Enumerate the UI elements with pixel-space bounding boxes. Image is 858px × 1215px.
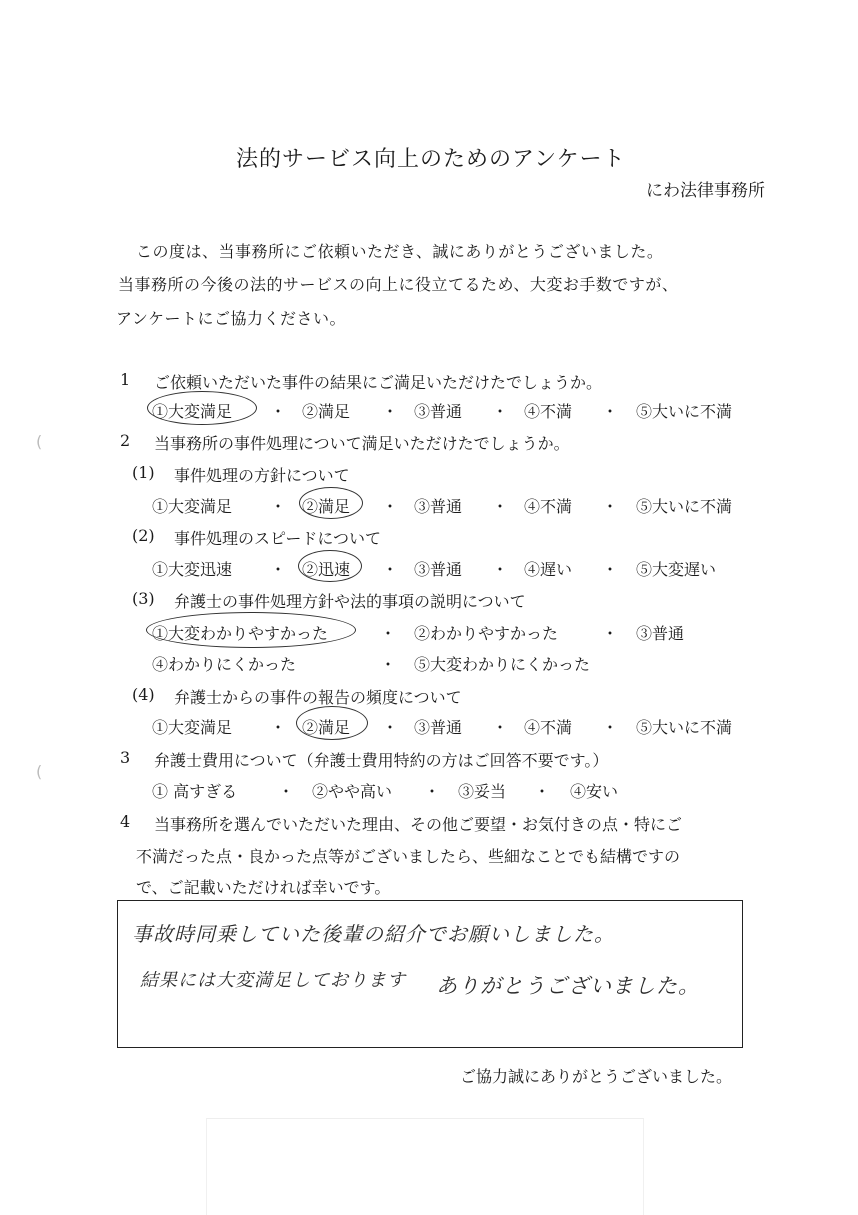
q2-1-option-1[interactable]: ①大変満足: [152, 497, 233, 516]
q1-selection-circle: [147, 391, 257, 425]
q2-4-separator: ・: [270, 718, 287, 737]
q2-sub1-text: 事件処理の方針について: [174, 466, 350, 485]
q2-3-option-1[interactable]: ①大変わかりやすかった: [152, 624, 329, 643]
q2-1-separator: ・: [270, 497, 287, 516]
q1-option-4[interactable]: ④不満: [524, 402, 573, 421]
q2-sub2-text: 事件処理のスピードについて: [174, 529, 382, 548]
q3-option-2[interactable]: ②やや高い: [312, 782, 393, 801]
intro-line-2: 当事務所の今後の法的サービスの向上に役立てるため、大変お手数ですが、: [118, 275, 679, 294]
page-title: 法的サービス向上のためのアンケート: [236, 147, 626, 172]
q3-separator: ・: [534, 782, 551, 801]
q2-4-option-1[interactable]: ①大変満足: [152, 718, 233, 737]
q2-2-selection-circle: [298, 550, 362, 582]
q2-2-option-2[interactable]: ②迅速: [302, 560, 351, 579]
q1-separator: ・: [602, 402, 619, 421]
q2-sub3-label: (3): [132, 589, 155, 608]
office-name: にわ法律事務所: [646, 181, 765, 201]
q2-1-option-5[interactable]: ⑤大いに不満: [636, 497, 733, 516]
q2-1-selection-circle: [299, 487, 363, 519]
q2-2-separator: ・: [492, 560, 509, 579]
q2-4-option-4[interactable]: ④不満: [524, 718, 573, 737]
q2-3-separator: ・: [380, 624, 397, 643]
q1-separator: ・: [492, 402, 509, 421]
q2-1-separator: ・: [602, 497, 619, 516]
q3-option-1[interactable]: ① 高すぎる: [152, 782, 238, 801]
question-1-text: ご依頼いただいた事件の結果にご満足いただけたでしょうか。: [154, 373, 603, 392]
q2-4-separator: ・: [492, 718, 509, 737]
q1-option-1[interactable]: ①大変満足: [152, 402, 233, 421]
q2-1-option-2[interactable]: ②満足: [302, 497, 351, 516]
question-2-text: 当事務所の事件処理について満足いただけたでしょうか。: [154, 434, 570, 453]
q2-2-option-1[interactable]: ①大変迅速: [152, 560, 233, 579]
handwritten-answer-line-2a: 結果には大変満足しております: [140, 970, 406, 991]
q2-2-option-3[interactable]: ③普通: [414, 560, 463, 579]
q2-sub1-label: (1): [132, 463, 155, 482]
q2-3-option-3[interactable]: ③普通: [636, 624, 685, 643]
q2-3-separator: ・: [380, 655, 397, 674]
question-3-text: 弁護士費用について（弁護士費用特約の方はご回答不要です。）: [154, 751, 609, 770]
q2-sub3-text: 弁護士の事件処理方針や法的事項の説明について: [174, 592, 526, 611]
q2-1-separator: ・: [492, 497, 509, 516]
q1-separator: ・: [270, 402, 287, 421]
q2-2-option-4[interactable]: ④遅い: [524, 560, 573, 579]
q3-option-4[interactable]: ④安い: [570, 782, 619, 801]
q2-sub4-text: 弁護士からの事件の報告の頻度について: [174, 688, 462, 707]
q2-3-option-2[interactable]: ②わかりやすかった: [414, 624, 559, 643]
intro-line-3: アンケートにご協力ください。: [116, 309, 347, 328]
q2-3-option-5[interactable]: ⑤大変わかりにくかった: [414, 655, 591, 674]
q2-3-separator: ・: [602, 624, 619, 643]
punch-hole-mark: (: [36, 432, 43, 451]
q2-4-separator: ・: [602, 718, 619, 737]
q1-option-2[interactable]: ②満足: [302, 402, 351, 421]
q1-option-5[interactable]: ⑤大いに不満: [636, 402, 733, 421]
closing-message: ご協力誠にありがとうございました。: [460, 1067, 733, 1086]
q3-option-3[interactable]: ③妥当: [458, 782, 507, 801]
question-4-line-1: 当事務所を選んでいただいた理由、その他ご要望・お気付きの点・特にご: [154, 815, 683, 834]
q2-2-separator: ・: [602, 560, 619, 579]
q2-4-separator: ・: [382, 718, 399, 737]
handwritten-answer-line-2b: ありがとうございました。: [436, 974, 700, 998]
blank-stamp-area: [206, 1118, 644, 1215]
question-4-line-2: 不満だった点・良かった点等がございましたら、些細なことでも結構ですの: [136, 847, 681, 866]
punch-hole-mark: (: [36, 762, 43, 781]
q3-separator: ・: [278, 782, 295, 801]
q2-2-separator: ・: [382, 560, 399, 579]
question-1-number: 1: [120, 370, 131, 389]
q2-4-option-3[interactable]: ③普通: [414, 718, 463, 737]
q2-sub4-label: (4): [132, 685, 155, 704]
question-4-number: 4: [120, 812, 131, 831]
q2-1-option-3[interactable]: ③普通: [414, 497, 463, 516]
q2-1-option-4[interactable]: ④不満: [524, 497, 573, 516]
question-2-number: 2: [120, 431, 131, 450]
q2-4-option-2[interactable]: ②満足: [302, 718, 351, 737]
q2-3-selection-circle: [146, 612, 356, 648]
q2-3-option-4[interactable]: ④わかりにくかった: [152, 655, 297, 674]
handwritten-answer-line-1: 事故時同乗していた後輩の紹介でお願いしました。: [132, 922, 615, 946]
q1-separator: ・: [382, 402, 399, 421]
question-4-line-3: で、ご記載いただければ幸いです。: [136, 878, 391, 897]
q2-2-option-5[interactable]: ⑤大変遅い: [636, 560, 717, 579]
q2-1-separator: ・: [382, 497, 399, 516]
q2-sub2-label: (2): [132, 526, 155, 545]
q3-separator: ・: [424, 782, 441, 801]
question-3-number: 3: [120, 748, 131, 767]
q2-4-option-5[interactable]: ⑤大いに不満: [636, 718, 733, 737]
q2-2-separator: ・: [270, 560, 287, 579]
q2-4-selection-circle: [296, 706, 368, 740]
q1-option-3[interactable]: ③普通: [414, 402, 463, 421]
intro-line-1: この度は、当事務所にご依頼いただき、誠にありがとうございました。: [136, 242, 664, 261]
